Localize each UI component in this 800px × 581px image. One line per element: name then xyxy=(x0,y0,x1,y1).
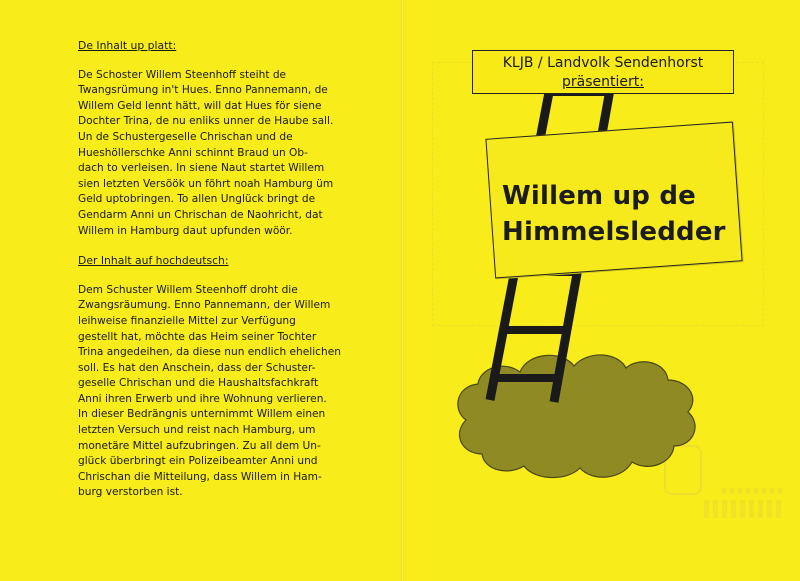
right-page xyxy=(404,0,800,581)
presenter-box xyxy=(472,50,734,94)
presenter-name: KLJB / Landvolk Sendenhorst xyxy=(502,55,704,71)
hochdeutsch-heading: Der Inhalt auf hochdeutsch: xyxy=(78,254,229,268)
hochdeutsch-summary: Dem Schuster Willem Steenhoff droht die Zwangsräumung. Enno Pannemann, der Willem leihweise finanzielle Mittel zur Verfügung gestellt hat, möchte das Heim seiner Tochter Trina angedeihen, da diese nun endlich ehelichen soll. Es hat den Anschein, dass der Schuster- geselle Chrischan und die Haushaltsfachkraft Anni ihren Erwerb und ihre Wohnung verlieren. In dieser Bedrängnis unternimmt Willem einen letzten Versuch und reist nach Hamburg, um monetäre Mittel aufzubringen. Zu all dem Un- glück überbringt ein Polizeibeamter Anni und Chrischan die Mitteilung, dass Willem in Ham- burg verstorben ist. xyxy=(78,283,341,499)
presenter-subline: präsentiert: xyxy=(562,74,644,90)
platt-summary: De Schoster Willem Steenhoff steiht de Twangsrümung in't Hues. Enno Pannemann, de Willem Geld lennt hätt, will dat Hues för siene Dochter Trina, de nu enliks unner de Haube sall. Un de Schustergeselle Chrischan und de Hueshöllerschke Anni schinnt Braud un Ob- dach to verleisen. In siene Naut startet Willem sien letzten Versöök un föhrt noah Hamburg üm Geld uptobringen. To allen Unglück bringt de Gendarm Anni un Chrischan de Naohricht, dat Willem in Hamburg daut upfunden wöör. xyxy=(78,68,334,237)
play-title-line1: Willem up de xyxy=(502,181,697,211)
play-title xyxy=(502,178,742,250)
play-title-line2: Himmelsledder xyxy=(502,217,726,247)
left-page xyxy=(78,38,378,513)
platt-heading: De Inhalt up platt: xyxy=(78,39,177,52)
